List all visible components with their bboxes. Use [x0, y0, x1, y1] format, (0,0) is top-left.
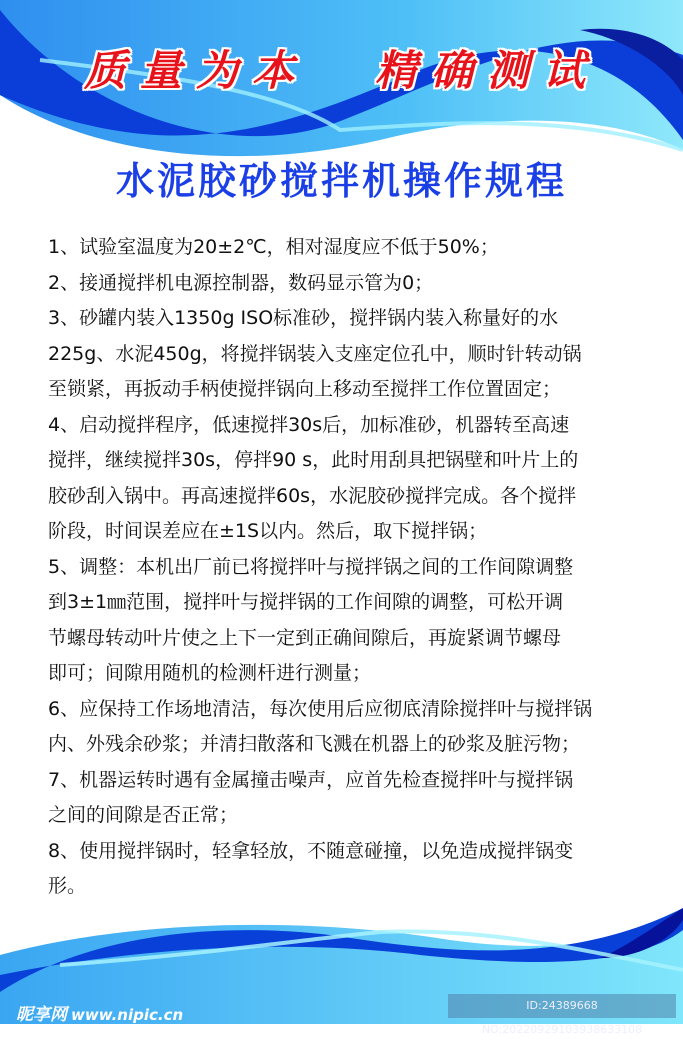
procedure-text: [48, 230, 668, 905]
text-line: 形。: [48, 875, 87, 897]
watermark-site: www.nipic.cn: [71, 1006, 184, 1024]
text-line: 6、应保持工作场地清洁，每次使用后应彻底清除搅拌叶与搅拌锅: [48, 697, 593, 720]
text-line: 内、外残余砂浆；并清扫散落和飞溅在机器上的砂浆及脏污物；: [48, 733, 581, 755]
watermark-brand-name: 昵享网: [16, 1005, 67, 1025]
text-line: 搅拌，继续搅拌30s，停拌90 s，此时用刮具把锅壁和叶片上的: [48, 449, 579, 471]
text-line: 4、启动搅拌程序，低速搅拌30s后，加标准砂，机器转至高速: [48, 413, 570, 436]
text-line: 3、砂罐内装入1350g ISO标准砂，搅拌锅内装入称量好的水: [48, 307, 559, 329]
page-title: 水泥胶砂搅拌机操作规程: [115, 159, 567, 203]
slogan-left: 质量为本: [84, 46, 309, 95]
text-line: 5、调整：本机出厂前已将搅拌叶与搅拌锅之间的工作间隙调整: [48, 555, 574, 578]
text-line: 胶砂刮入锅中。再高速搅拌60s，水泥胶砂搅拌完成。各个搅拌: [48, 484, 577, 507]
slogan-right: 精确测试: [375, 46, 600, 95]
text-line: 2、接通搅拌机电源控制器，数码显示管为0；: [48, 271, 434, 294]
text-line: 7、机器运转时遇有金属撞击噪声，应首先检查搅拌叶与搅拌锅: [48, 768, 574, 791]
text-line: 即可；间隙用随机的检测杆进行测量；: [48, 662, 372, 684]
text-line: 225g、水泥450g，将搅拌锅装入支座定位孔中，顺时针转动锅: [48, 342, 582, 365]
text-line: 至锁紧，再扳动手柄使搅拌锅向上移动至搅拌工作位置固定；: [48, 378, 562, 400]
text-line: 1、试验室温度为20±2℃，相对湿度应不低于50%；: [48, 236, 499, 258]
text-line: 到3±1㎜范围，搅拌叶与搅拌锅的工作间隙的调整，可松开调: [48, 591, 564, 613]
text-line: 节螺母转动叶片使之上下一定到正确间隙后，再旋紧调节螺母: [48, 626, 562, 649]
text-line: 阶段，时间误差应在±1S以内。然后，取下搅拌锅；: [48, 520, 488, 542]
text-line: 之间的间隙是否正常；: [48, 804, 239, 826]
watermark-id: ID:24389668 NO:20220929103938633108: [448, 994, 676, 1018]
text-line: 8、使用搅拌锅时，轻拿轻放，不随意碰撞，以免造成搅拌锅变: [48, 839, 574, 862]
watermark-brand: [16, 1000, 183, 1025]
